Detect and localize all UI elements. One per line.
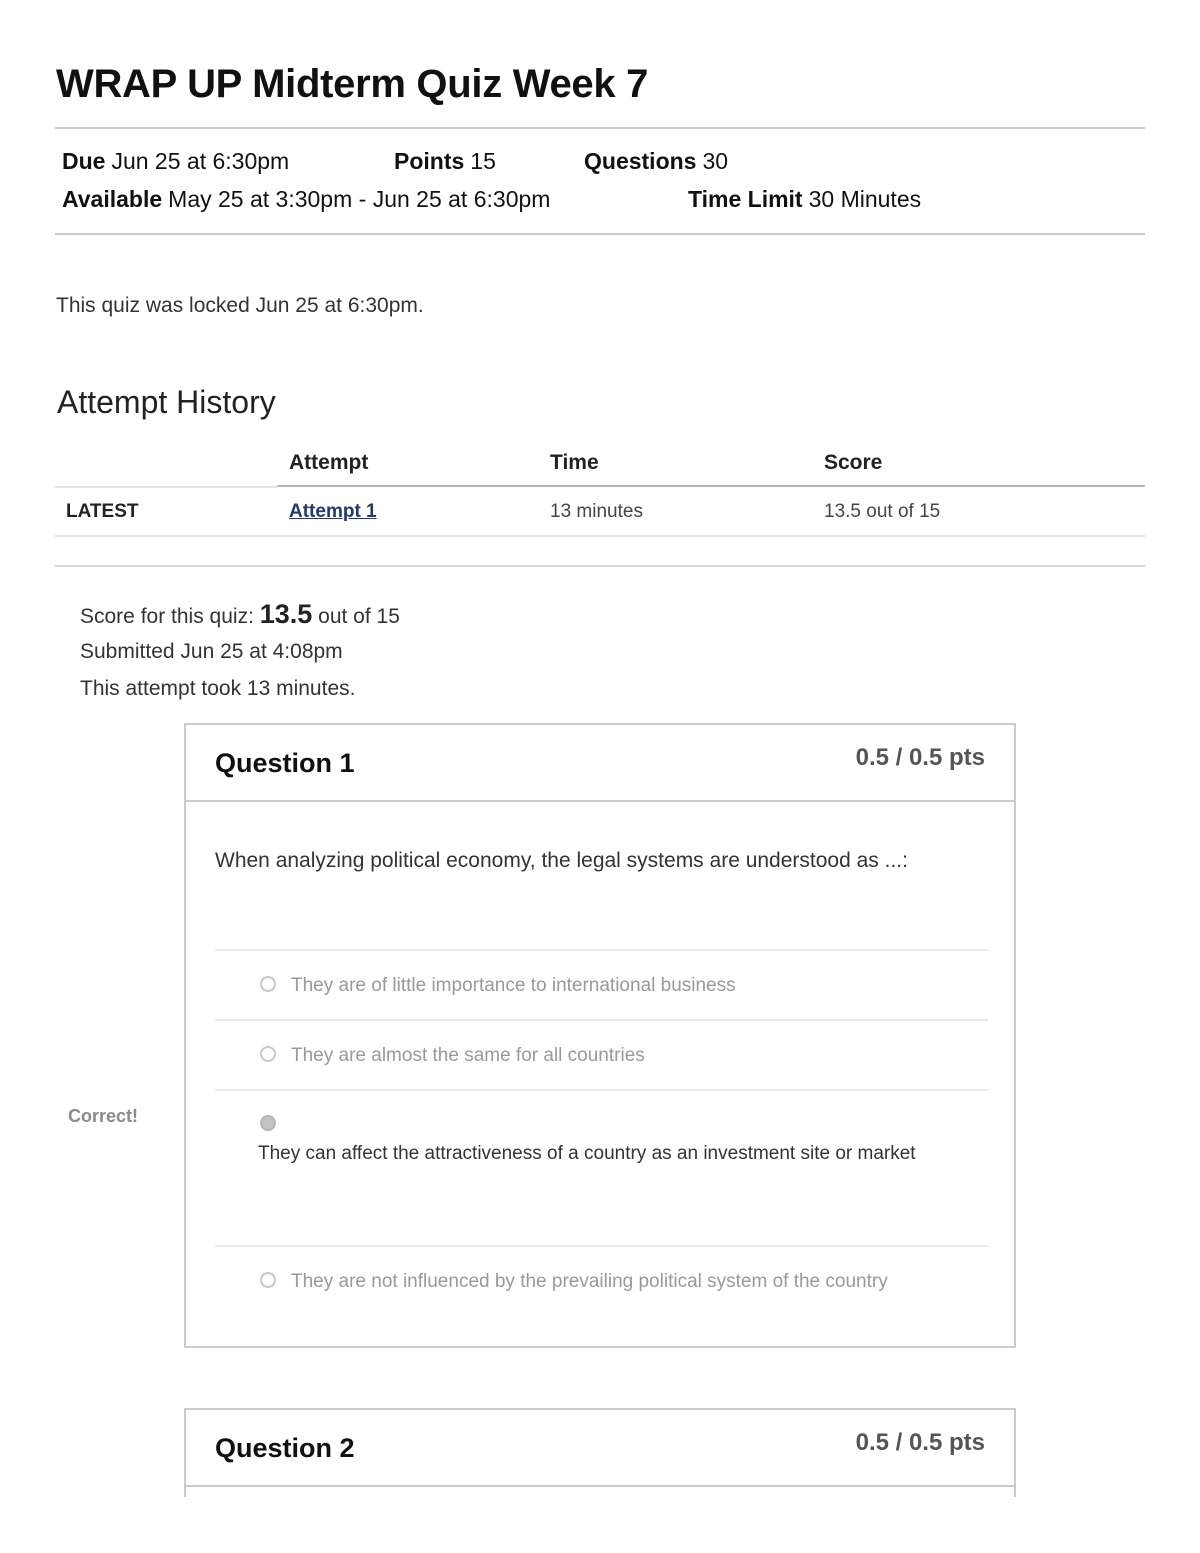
attempt-duration: This attempt took 13 minutes. xyxy=(80,677,356,700)
points-label: Points xyxy=(394,148,465,174)
due-label: Due xyxy=(62,148,106,174)
answer-option-2[interactable] xyxy=(215,1019,988,1091)
table-divider xyxy=(277,485,1145,487)
due-info xyxy=(62,148,289,175)
divider xyxy=(55,127,1145,129)
attempt-1-link[interactable]: Attempt 1 xyxy=(289,501,377,522)
answer-text: They are of little importance to international business xyxy=(291,975,736,996)
attempt-history-heading: Attempt History xyxy=(57,384,276,420)
question-header xyxy=(186,725,1014,802)
time-limit-label: Time Limit xyxy=(688,186,803,212)
answer-text: They are almost the same for all countries xyxy=(291,1045,645,1066)
score-line xyxy=(80,596,400,633)
score-summary xyxy=(80,596,400,707)
answer-option-3[interactable] xyxy=(215,1089,988,1247)
points-info xyxy=(394,148,496,175)
correct-answer-flag: Correct! xyxy=(68,1106,139,1126)
answer-text: They can affect the attractiveness of a country as an investment site or market xyxy=(258,1143,916,1164)
due-value: Jun 25 at 6:30pm xyxy=(111,148,290,174)
column-header-score: Score xyxy=(824,451,883,474)
question-title: Question 1 xyxy=(215,748,355,778)
questions-value: 30 xyxy=(702,148,729,174)
column-header-time: Time xyxy=(550,451,599,474)
radio-unselected-icon[interactable] xyxy=(260,1272,276,1288)
available-label: Available xyxy=(62,186,163,212)
page-bottom-margin xyxy=(0,1497,1200,1553)
attempt-score: 13.5 out of 15 xyxy=(824,501,941,522)
submitted-time: Submitted Jun 25 at 4:08pm xyxy=(80,640,343,663)
column-header-attempt: Attempt xyxy=(289,451,369,474)
divider xyxy=(55,565,1145,567)
question-points: 0.5 / 0.5 pts xyxy=(855,744,985,771)
answer-option-1[interactable] xyxy=(215,949,988,1021)
score-value: 13.5 xyxy=(259,599,313,629)
radio-selected-icon[interactable] xyxy=(260,1115,276,1131)
available-info xyxy=(62,186,550,213)
questions-info xyxy=(584,148,728,175)
locked-message: This quiz was locked Jun 25 at 6:30pm. xyxy=(56,294,424,317)
attempt-time: 13 minutes xyxy=(550,501,643,522)
question-1 xyxy=(184,723,1016,1348)
answer-text: They are not influenced by the prevailing political system of the country xyxy=(291,1271,888,1292)
points-value: 15 xyxy=(470,148,496,174)
questions-label: Questions xyxy=(584,148,697,174)
question-points: 0.5 / 0.5 pts xyxy=(855,1429,985,1456)
score-suffix: out of 15 xyxy=(318,605,400,628)
page-title: WRAP UP Midterm Quiz Week 7 xyxy=(56,62,649,106)
table-divider xyxy=(55,535,1145,537)
table-row xyxy=(289,501,377,523)
time-limit-info xyxy=(688,186,921,213)
available-value: May 25 at 3:30pm - Jun 25 at 6:30pm xyxy=(168,186,551,212)
latest-badge: LATEST xyxy=(66,501,139,522)
question-header xyxy=(186,1410,1014,1487)
score-prefix: Score for this quiz: xyxy=(80,605,254,628)
answer-option-4[interactable] xyxy=(215,1245,988,1327)
divider xyxy=(55,233,1145,235)
question-text: When analyzing political economy, the legal systems are understood as ...: xyxy=(215,849,908,872)
question-title: Question 2 xyxy=(215,1433,355,1463)
time-limit-value: 30 Minutes xyxy=(808,186,922,212)
radio-unselected-icon[interactable] xyxy=(260,976,276,992)
radio-unselected-icon[interactable] xyxy=(260,1046,276,1062)
table-divider xyxy=(55,486,277,488)
